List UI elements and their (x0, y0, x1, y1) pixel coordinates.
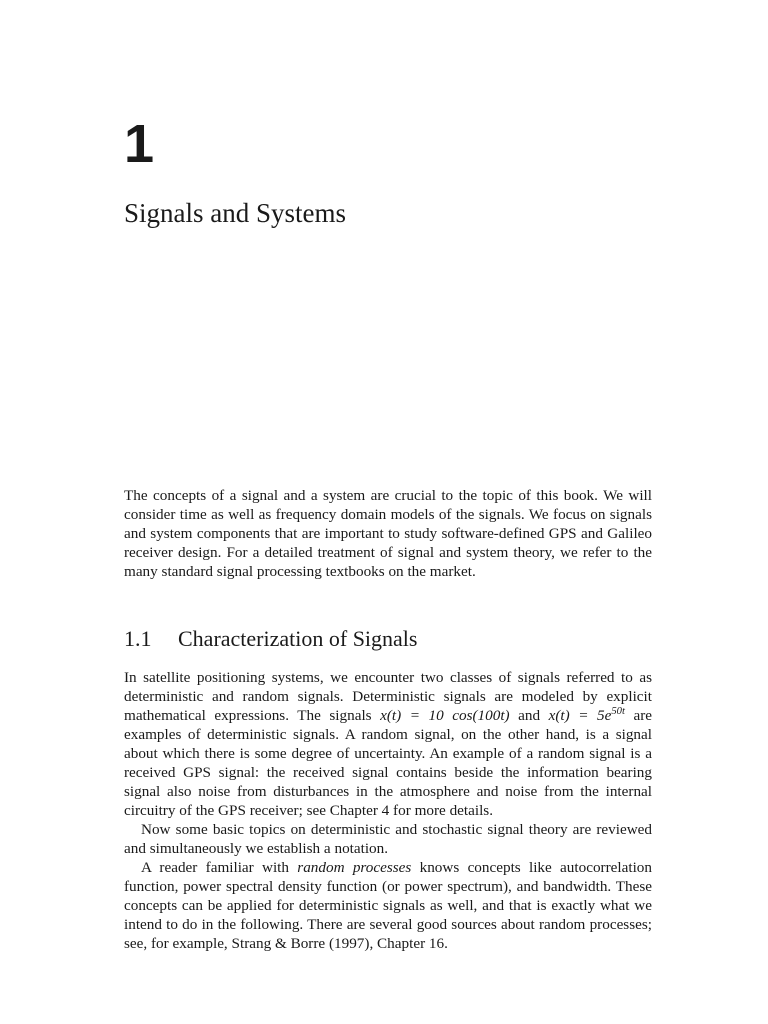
paragraph-1-and: and (509, 707, 549, 724)
intro-paragraph (124, 486, 652, 581)
paragraph-3 (124, 858, 652, 953)
equation-cosine: x(t) = 10 cos(100t) (380, 707, 510, 724)
paragraph-3-text-a: A reader familiar with (141, 859, 298, 876)
chapter-title: Signals and Systems (124, 198, 347, 228)
paragraph-3-emphasis: random processes (297, 859, 412, 876)
paragraph-1-text-a: In satellite positioning systems, we encounter two classes of signals referred to as deterministic and random signals. Deterministic signals are modeled by explicit mathematical expressions. The signals (124, 669, 652, 724)
paragraph-1 (124, 668, 652, 820)
intro-text: The concepts of a signal and a system are crucial to the topic of this book. We will consider time as well as frequency domain models of the signals. We focus on signals and system components that are important to study software-defined GPS and Galileo receiver design. For a detailed treatment of signal and system theory, we refer to the many standard signal processing textbooks on the market. (124, 487, 652, 580)
equation-exponential (549, 707, 625, 724)
section-body (124, 668, 652, 953)
paragraph-2: Now some basic topics on deterministic and stochastic signal theory are reviewed and simultaneously we establish a notation. (124, 821, 652, 857)
equation-exponential-base: x(t) = 5e (548, 707, 612, 724)
section-title: Characterization of Signals (178, 626, 418, 651)
equation-exponential-exponent: 50t (611, 705, 625, 717)
chapter-number: 1 (124, 114, 155, 174)
section-heading (124, 627, 417, 651)
paragraph-3-text-b: knows concepts like autocorrelation function, power spectral density function (or power spectrum), and bandwidth. These concepts can be applied for deterministic signals as well, and that is exactly what we intend to do in the following. There are several good sources about random processes; see, for example, Strang & Borre (1997), Chapter 16. (124, 859, 652, 952)
section-number: 1.1 (124, 626, 152, 651)
paragraph-1-text-b: are examples of deterministic signals. A random signal, on the other hand, is a signal about which there is some degree of uncertainty. An example of a random signal is a received GPS signal: the received signal contains beside the information bearing signal also noise from disturbances in the atmosphere and noise from the internal circuitry of the GPS receiver; see Chapter 4 for more details. (124, 707, 652, 819)
